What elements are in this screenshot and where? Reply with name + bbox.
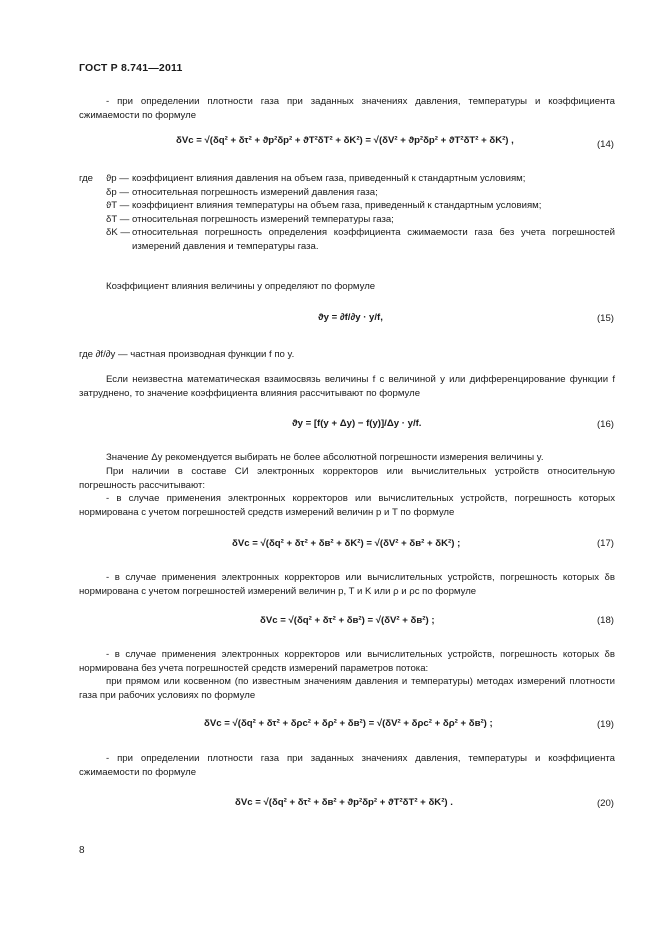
equation-14: δVc = √(δq² + δτ² + ϑp²δp² + ϑT²δT² + δK²) = √(δV² + ϑp²δp² + ϑT²δT² + δK²) , <box>176 135 514 146</box>
equation-15-number: (15) <box>596 313 614 324</box>
paragraph-4: Значение Δy рекомендуется выбирать не более абсолютной погрешности измерения величины y. <box>106 452 544 463</box>
definition-text: коэффициент влияния температуры на объем газа, приведенный к стандартным условиям; <box>132 200 542 211</box>
equation-15: ϑy = ∂f/∂y · y/f, <box>318 312 383 323</box>
equation-20: δVc = √(δq² + δτ² + δв² + ϑp²δp² + ϑT²δT² + δK²) . <box>235 797 453 808</box>
definition-symbol: ϑT — <box>106 200 130 211</box>
definition-item <box>79 186 615 200</box>
paragraph-9: при прямом или косвенном (по известным значениям давления и температуры) методах измерений плотности газа при рабочих условиях по формуле <box>79 676 615 701</box>
paragraph-5: При наличии в составе СИ электронных корректоров или вычислительных устройств относительную погрешность рассчитывают: <box>79 466 615 491</box>
definition-symbol: δK — <box>106 227 130 238</box>
definition-item <box>79 213 615 227</box>
definition-text: относительная погрешность определения коэффициента сжимаемости газа без учета погрешностей измерений давления и температуры газа. <box>132 227 615 252</box>
definition-text: относительная погрешность измерений давления газа; <box>132 186 378 198</box>
equation-20-number: (20) <box>596 798 614 809</box>
paragraph-where-derivative: где ∂f/∂y — частная производная функции f по y. <box>79 349 295 360</box>
definition-item <box>79 199 615 213</box>
paragraph-3: Если неизвестна математическая взаимосвязь величины f с величиной y или дифференцирование функции f затруднено, то значение коэффициента влияния рассчитывают по формуле <box>79 374 615 399</box>
paragraph-10: - при определении плотности газа при заданных значениях давления, температуры и коэффициента сжимаемости по формуле <box>79 753 615 778</box>
equation-19: δVc = √(δq² + δτ² + δρc² + δρ² + δв²) = √(δV² + δρc² + δρ² + δв²) ; <box>204 718 493 729</box>
definition-item <box>79 226 615 253</box>
where-label: где <box>79 173 94 184</box>
equation-18-number: (18) <box>596 615 614 626</box>
equation-17-number: (17) <box>596 538 614 549</box>
equation-16-number: (16) <box>596 419 614 430</box>
paragraph-2: Коэффициент влияния величины y определяют по формуле <box>106 281 376 292</box>
paragraph-1: - при определении плотности газа при заданных значениях давления, температуры и коэффициента сжимаемости по формуле <box>79 96 615 121</box>
equation-17: δVc = √(δq² + δτ² + δв² + δK²) = √(δV² + δв² + δK²) ; <box>232 538 461 549</box>
equation-16: ϑy = [f(y + Δy) − f(y)]/Δy · y/f. <box>292 418 422 429</box>
definition-text: относительная погрешность измерений температуры газа; <box>132 213 394 225</box>
paragraph-8: - в случае применения электронных корректоров или вычислительных устройств, погрешность которых δв нормирована без учета погрешностей средств измерений параметров потока: <box>79 649 615 674</box>
paragraph-7: - в случае применения электронных корректоров или вычислительных устройств, погрешность которых δв нормирована с учетом погрешностей измерений величин p, T и K или ρ и ρc по формуле <box>79 572 615 597</box>
definition-item <box>79 172 615 186</box>
definition-symbol: ϑp — <box>106 173 129 184</box>
definition-symbol: δT — <box>106 213 130 225</box>
standard-header: ГОСТ Р 8.741—2011 <box>79 62 183 74</box>
definitions-list <box>79 172 615 253</box>
paragraph-6: - в случае применения электронных корректоров или вычислительных устройств, погрешность которых нормирована с учетом погрешностей средств измерений величин p и T по формуле <box>79 493 615 518</box>
page-number: 8 <box>79 845 85 856</box>
definition-symbol: δp — <box>106 186 129 198</box>
equation-18: δVc = √(δq² + δτ² + δв²) = √(δV² + δв²) ; <box>260 615 435 626</box>
definition-text: коэффициент влияния давления на объем газа, приведенный к стандартным условиям; <box>132 173 526 184</box>
equation-19-number: (19) <box>596 719 614 730</box>
equation-14-number: (14) <box>596 139 614 150</box>
